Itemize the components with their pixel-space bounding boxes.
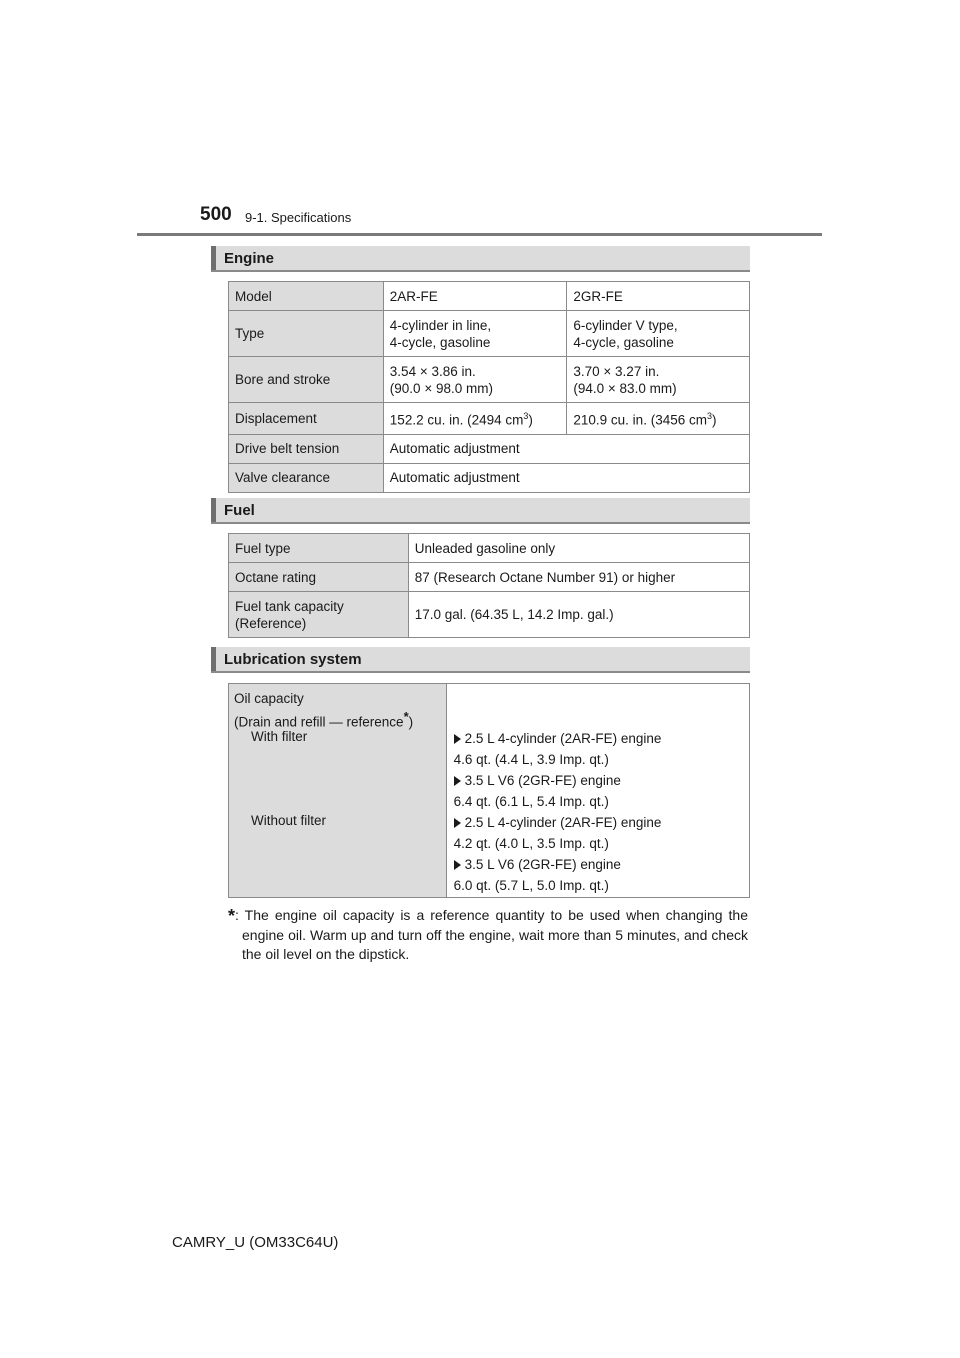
- cell-value: 210.9 cu. in. (3456 $cm^3$): [567, 403, 750, 435]
- table-row: [229, 463, 750, 492]
- table-row: [229, 684, 750, 898]
- row-label: Model: [229, 282, 384, 311]
- engine-section-header: [211, 246, 750, 272]
- list-item: 3.5 L V6 (2GR-FE) engine: [454, 854, 662, 875]
- oil-capacity-title: Oil capacity: [234, 691, 304, 706]
- section-bar: [211, 498, 216, 522]
- list-item: 4.6 qt. (4.4 L, 3.9 Imp. qt.): [453, 752, 609, 767]
- lubrication-section-title: Lubrication system: [224, 651, 362, 668]
- row-label: Fuel tank capacity (Reference): [229, 592, 409, 638]
- oil-capacity-values: [446, 684, 749, 898]
- page-number: 500: [200, 204, 232, 225]
- table-row: [229, 403, 750, 435]
- cell-value: 3.54 × 3.86 in. (90.0 × 98.0 mm): [383, 357, 567, 403]
- table-row: [229, 434, 750, 463]
- cell-value: 2AR-FE: [383, 282, 567, 311]
- fuel-table: [228, 533, 750, 638]
- engine-section-title: Engine: [224, 250, 275, 267]
- table-row: [229, 534, 750, 563]
- footnote-text: : The engine oil capacity is a reference quantity to be used when changing the engine oil. Warm up and turn off the engine, wait more than 5 minutes, and check the oil level on the dipstick.: [235, 907, 748, 962]
- table-row: [229, 357, 750, 403]
- cell-value: Automatic adjustment: [383, 434, 749, 463]
- oil-capacity-label: [229, 684, 447, 898]
- list-item: 2.5 L 4-cylinder (2AR-FE) engine: [454, 812, 662, 833]
- lubrication-section-header: [211, 647, 750, 673]
- triangle-bullet-icon: [454, 734, 461, 744]
- header-rule: [137, 233, 822, 236]
- fuel-section-title: Fuel: [224, 502, 255, 519]
- triangle-bullet-icon: [454, 818, 461, 828]
- with-filter-label: With filter: [251, 729, 308, 744]
- list-item: 3.5 L V6 (2GR-FE) engine: [454, 770, 662, 791]
- list-item: 4.2 qt. (4.0 L, 3.5 Imp. qt.): [453, 836, 609, 851]
- footnote-mark: *: [228, 906, 236, 926]
- triangle-bullet-icon: [454, 776, 461, 786]
- row-label: Drive belt tension: [229, 434, 384, 463]
- triangle-bullet-icon: [454, 860, 461, 870]
- row-label: Bore and stroke: [229, 357, 384, 403]
- cell-value: Unleaded gasoline only: [408, 534, 749, 563]
- footnote: [228, 906, 748, 964]
- lubrication-table: [228, 683, 750, 898]
- section-bar: [211, 647, 216, 671]
- list-item: 2.5 L 4-cylinder (2AR-FE) engine: [454, 728, 662, 749]
- document-id: CAMRY_U (OM33C64U): [172, 1234, 339, 1251]
- cell-value: 6-cylinder V type, 4-cycle, gasoline: [567, 311, 750, 357]
- cell-value: 3.70 × 3.27 in. (94.0 × 83.0 mm): [567, 357, 750, 403]
- section-bar: [211, 246, 216, 270]
- list-item: 6.4 qt. (6.1 L, 5.4 Imp. qt.): [453, 794, 609, 809]
- cell-value: 2GR-FE: [567, 282, 750, 311]
- row-label: Displacement: [229, 403, 384, 435]
- cell-value: 87 (Research Octane Number 91) or higher: [408, 563, 749, 592]
- list-item: 6.0 qt. (5.7 L, 5.0 Imp. qt.): [453, 878, 609, 893]
- cell-value: Automatic adjustment: [383, 463, 749, 492]
- engine-table: [228, 281, 750, 493]
- cell-value: 17.0 gal. (64.35 L, 14.2 Imp. gal.): [408, 592, 749, 638]
- section-title: 9-1. Specifications: [245, 210, 352, 225]
- table-row: [229, 563, 750, 592]
- row-label: Valve clearance: [229, 463, 384, 492]
- row-label: Fuel type: [229, 534, 409, 563]
- oil-capacity-subtitle: (Drain and refill — reference*): [234, 709, 414, 730]
- table-row: [229, 592, 750, 638]
- table-row: [229, 311, 750, 357]
- row-label: Type: [229, 311, 384, 357]
- cell-value: 152.2 cu. in. (2494 $cm^3$): [383, 403, 567, 435]
- without-filter-label: Without filter: [251, 813, 327, 828]
- cell-value: 4-cylinder in line, 4-cycle, gasoline: [383, 311, 567, 357]
- row-label: Octane rating: [229, 563, 409, 592]
- fuel-section-header: [211, 498, 750, 524]
- table-row: [229, 282, 750, 311]
